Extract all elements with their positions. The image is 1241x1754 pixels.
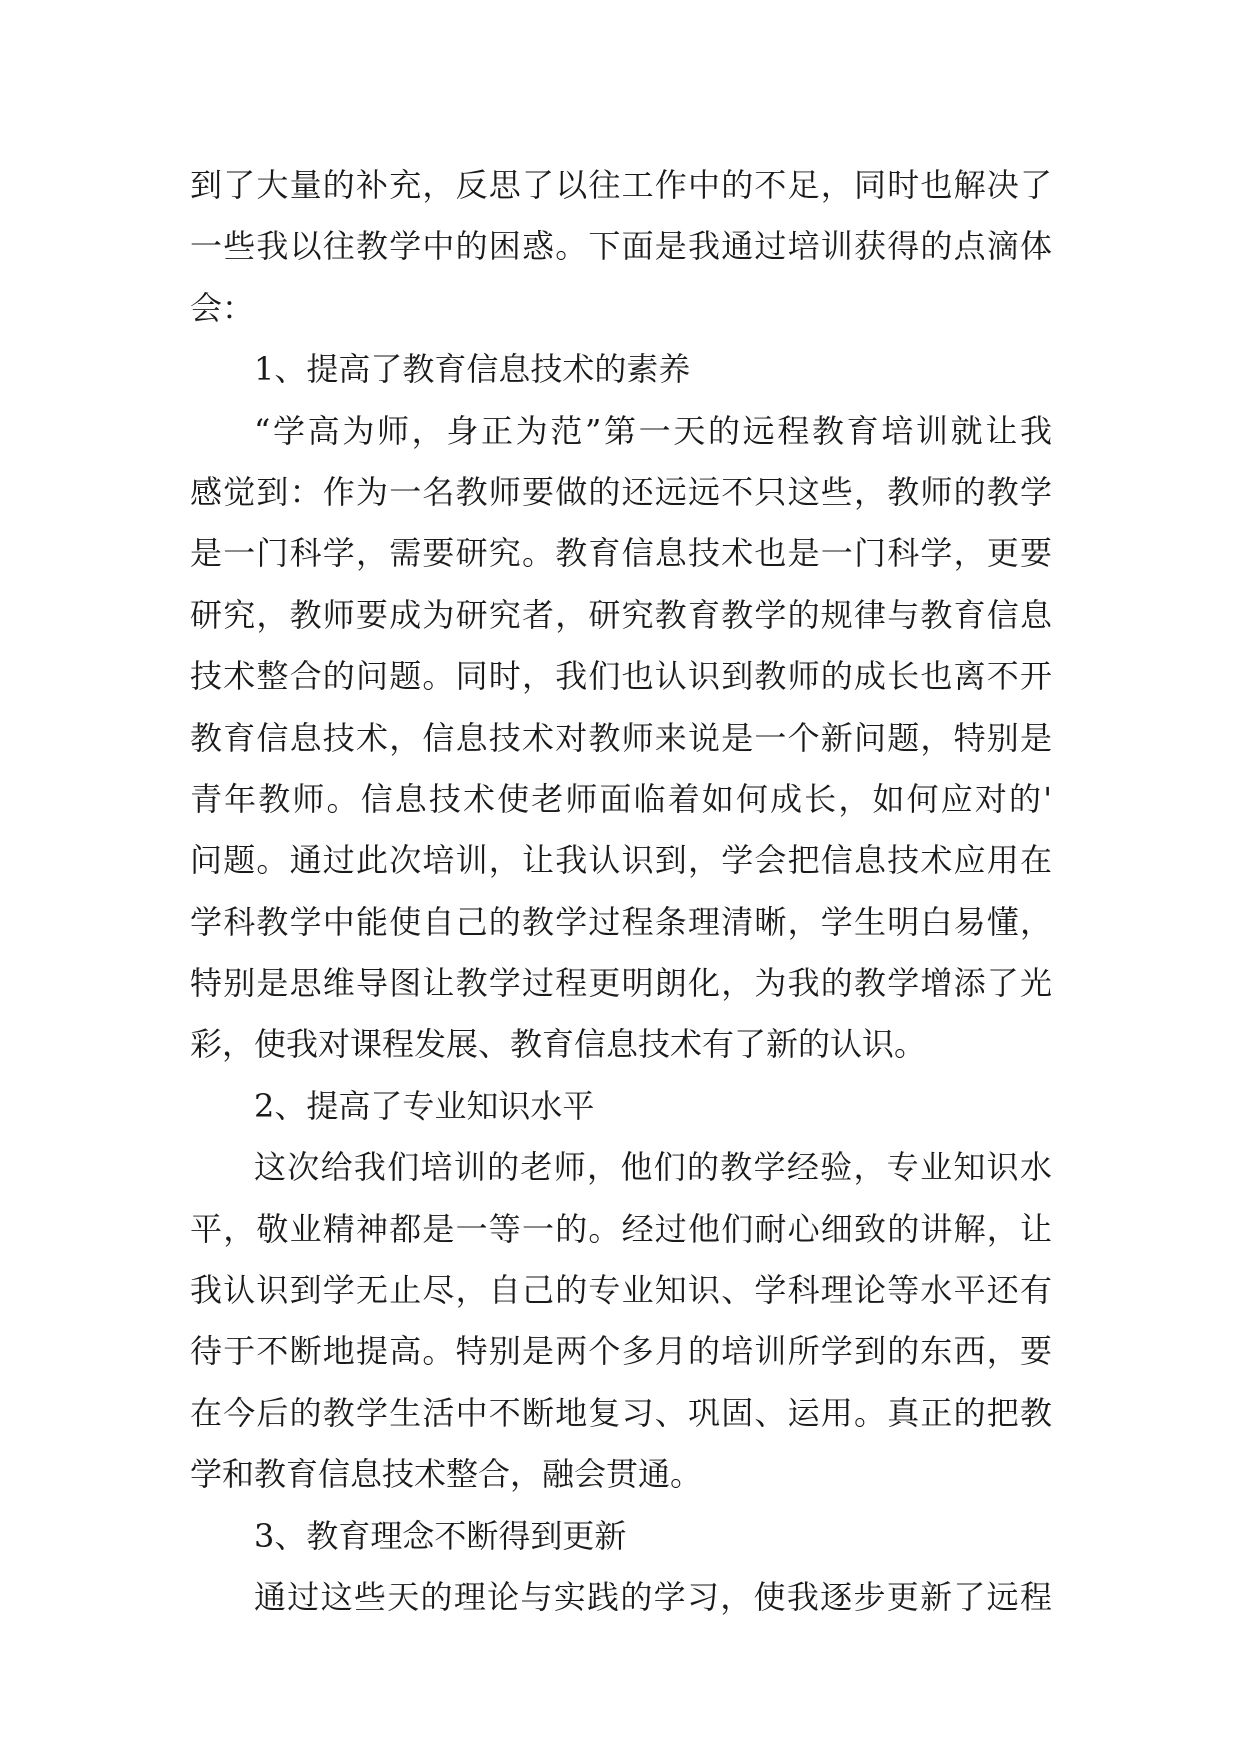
text-line: 我认识到学无止尽，自己的专业知识、学科理论等水平还有 (190, 1271, 1052, 1310)
text-line: 问题。通过此次培训，让我认识到，学会把信息技术应用在 (190, 841, 1052, 880)
text-line: 感觉到：作为一名教师要做的还远远不只这些，教师的教学 (190, 472, 1052, 511)
text-line: 一些我以往教学中的困惑。下面是我通过培训获得的点滴体 (190, 227, 1052, 266)
text-line: 青年教师。信息技术使老师面临着如何成长，如何应对的' (190, 779, 1052, 818)
text-line: 2、提高了专业知识水平 (254, 1086, 595, 1125)
text-line: 1、提高了教育信息技术的素养 (254, 350, 691, 389)
text-line: 到了大量的补充，反思了以往工作中的不足，同时也解决了 (190, 166, 1052, 204)
text-line: 学和教育信息技术整合，融会贯通。 (190, 1455, 703, 1494)
text-line: 通过这些天的理论与实践的学习，使我逐步更新了远程 (254, 1577, 1052, 1616)
text-line: 研究，教师要成为研究者，研究教育教学的规律与教育信息 (190, 595, 1052, 634)
text-line: 学科教学中能使自己的教学过程条理清晰，学生明白易懂， (190, 902, 1052, 941)
text-line: 技术整合的问题。同时，我们也认识到教师的成长也离不开 (190, 657, 1052, 696)
text-line: 3、教育理念不断得到更新 (254, 1516, 627, 1555)
body-text (190, 155, 1052, 1628)
text-line: 教育信息技术，信息技术对教师来说是一个新问题，特别是 (190, 718, 1052, 757)
text-line: 特别是思维导图让教学过程更明朗化，为我的教学增添了光 (190, 964, 1052, 1003)
text-line: 是一门科学，需要研究。教育信息技术也是一门科学，更要 (190, 534, 1052, 573)
text-line: 这次给我们培训的老师，他们的教学经验，专业知识水 (254, 1148, 1052, 1187)
text-line: 在今后的教学生活中不断地复习、巩固、运用。真正的把教 (190, 1393, 1052, 1432)
text-line: 会： (190, 288, 255, 327)
text-line: 待于不断地提高。特别是两个多月的培训所学到的东西，要 (190, 1332, 1052, 1371)
text-line: “学高为师，身正为范”第一天的远程教育培训就让我 (254, 411, 1052, 450)
text-line: 平，敬业精神都是一等一的。经过他们耐心细致的讲解，让 (190, 1209, 1052, 1248)
text-line: 彩，使我对课程发展、教育信息技术有了新的认识。 (190, 1025, 927, 1064)
